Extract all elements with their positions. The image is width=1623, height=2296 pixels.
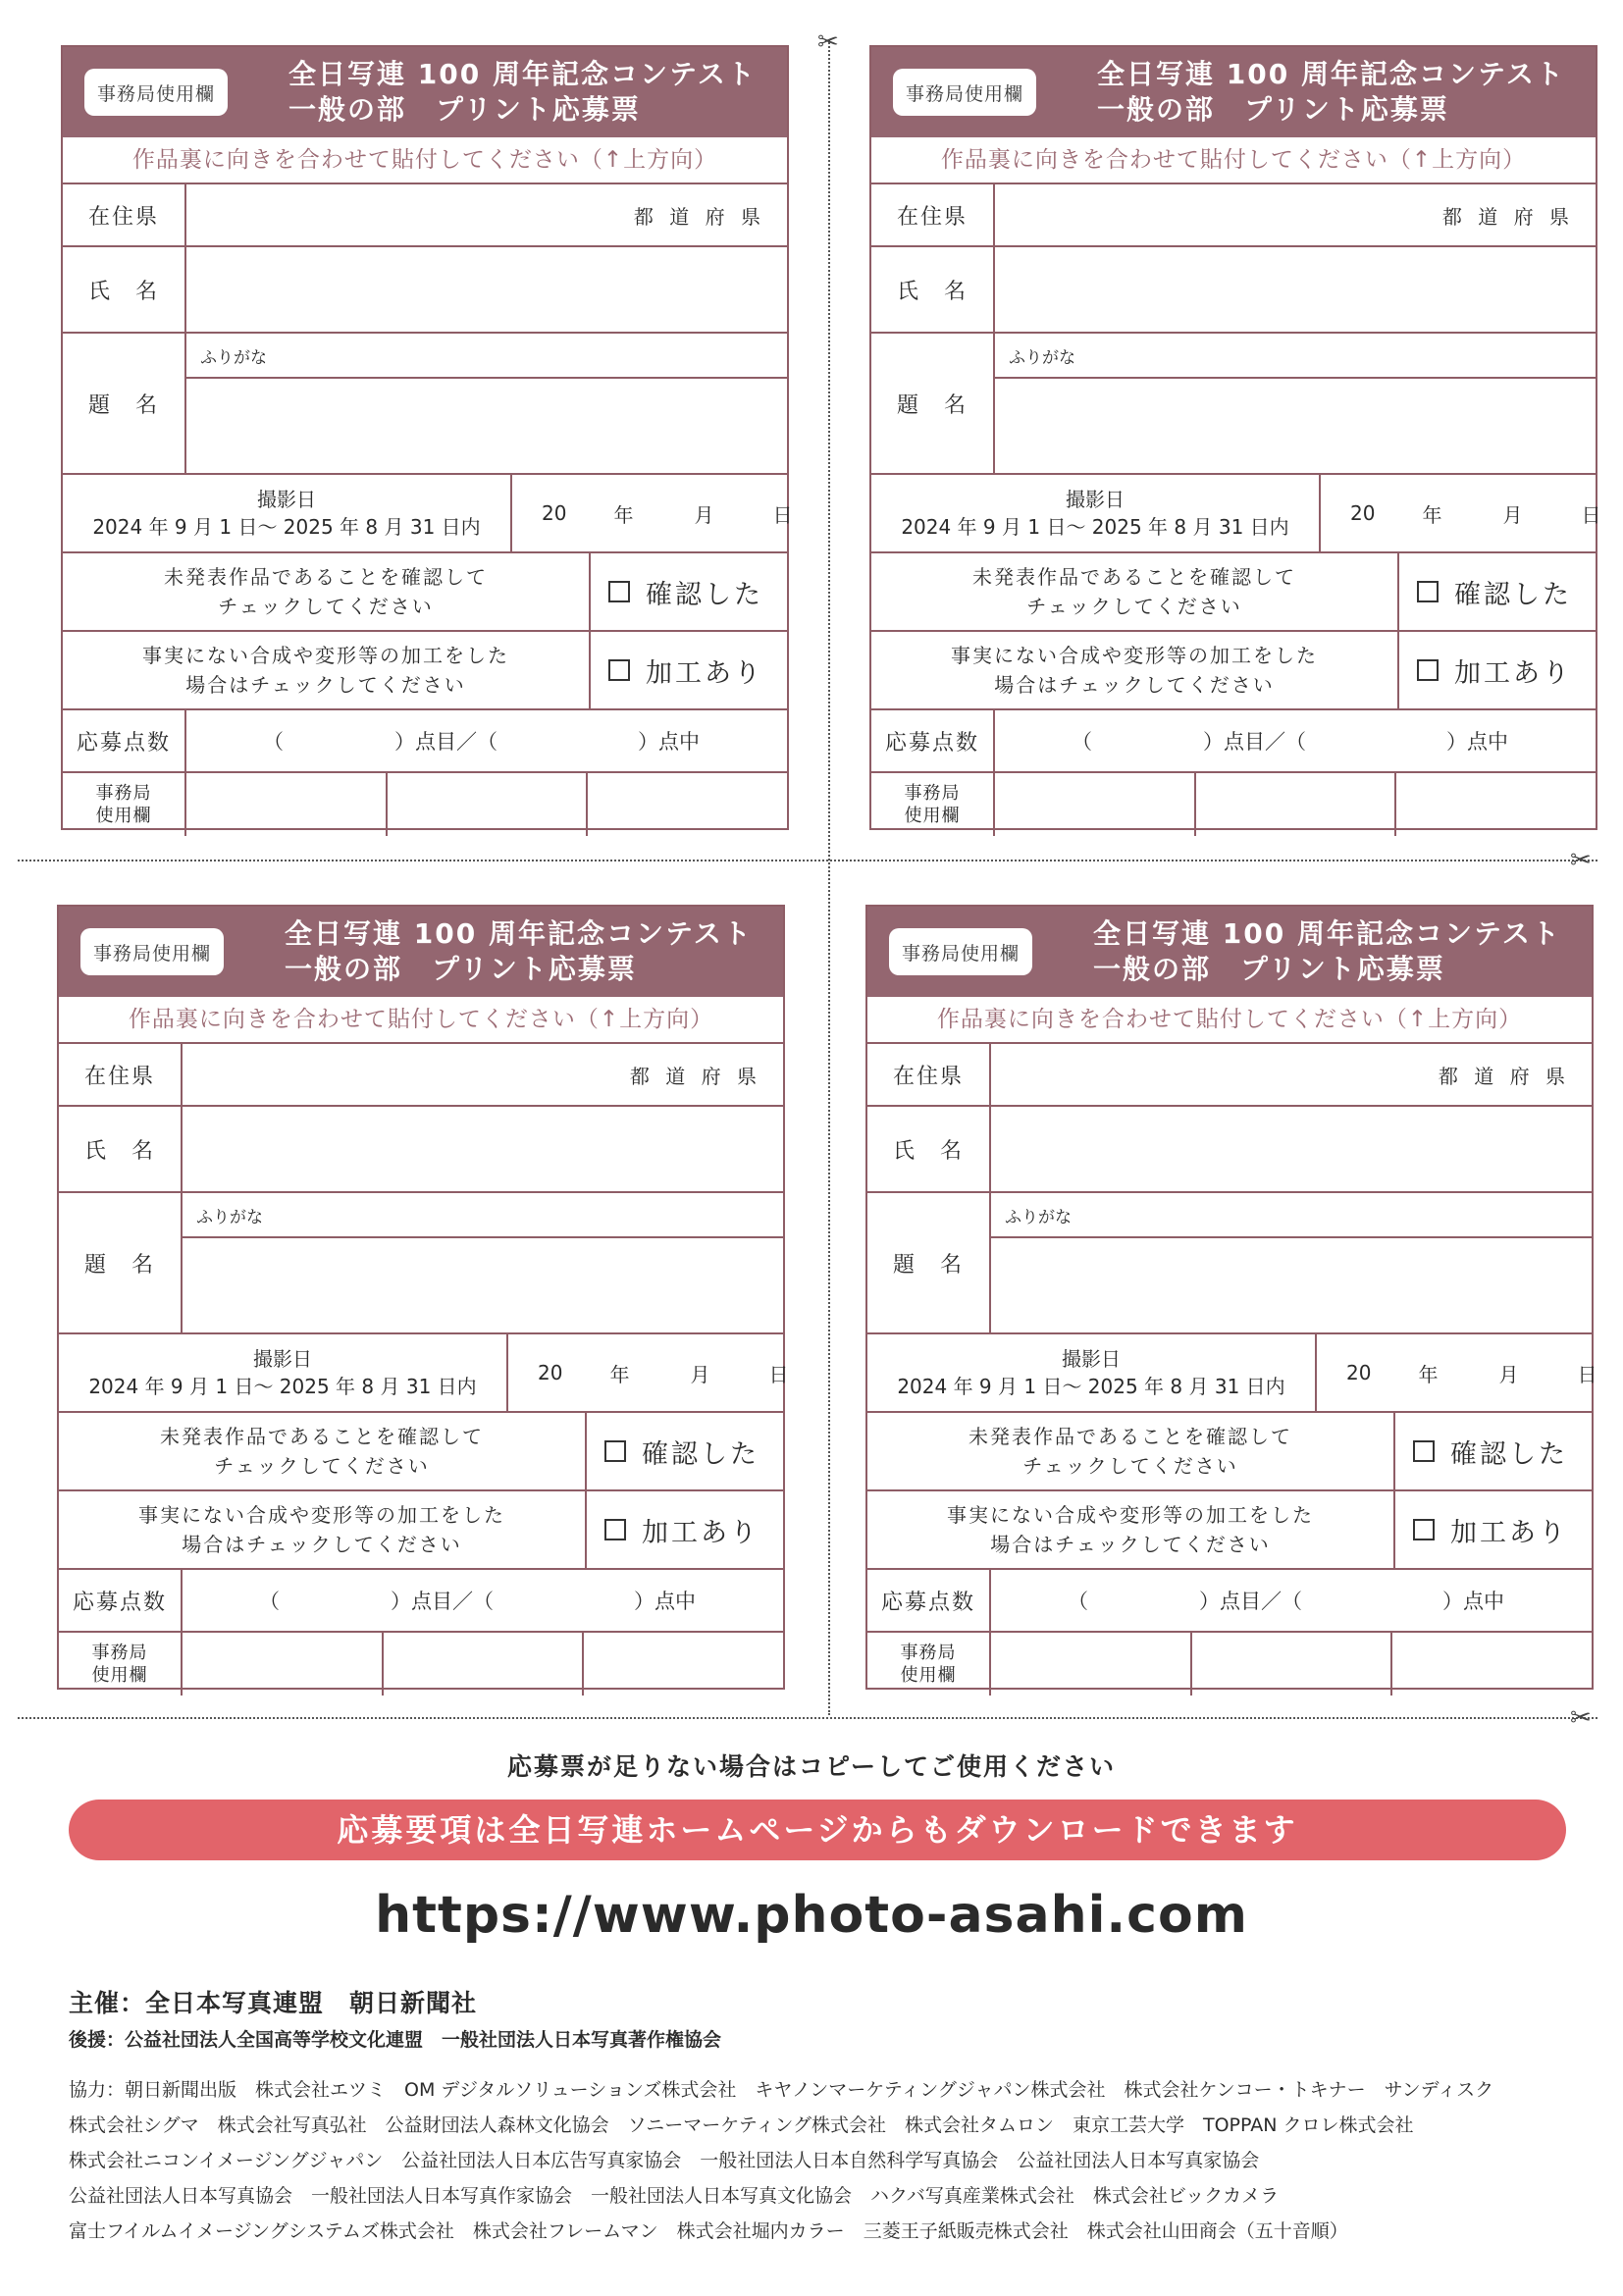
cooperation-line: 公益社団法人日本写真協会 一般社団法人日本写真作家協会 一般社団法人日本写真文化協会 ハクバ写真産業株式会社 株式会社ビックカメラ bbox=[69, 2185, 1280, 2207]
work-title-label: 題 名 bbox=[59, 1193, 183, 1332]
editing-row bbox=[867, 1491, 1592, 1570]
checkbox-icon bbox=[608, 581, 630, 602]
edited-label: 加工あり bbox=[1450, 1517, 1568, 1548]
year-prefix: 20 bbox=[1350, 501, 1376, 525]
entry-form-card bbox=[57, 905, 789, 1690]
work-title-field[interactable] bbox=[186, 379, 787, 473]
confirmed-label: 確認した bbox=[1454, 579, 1572, 610]
office-use-line2: 使用欄 bbox=[91, 1665, 148, 1686]
unpublished-line2: チェックしてください bbox=[1026, 595, 1242, 618]
office-use-badge: 事務局使用欄 bbox=[80, 928, 224, 975]
unpublished-row bbox=[867, 1413, 1592, 1491]
work-title-row bbox=[871, 334, 1596, 475]
month-unit: 月 bbox=[1498, 1362, 1519, 1386]
office-use-cell bbox=[388, 773, 589, 836]
office-use-label bbox=[63, 773, 186, 836]
editing-label bbox=[867, 1491, 1395, 1568]
name-label: 氏 名 bbox=[871, 247, 995, 332]
work-title-row bbox=[867, 1193, 1592, 1334]
office-use-cell bbox=[1396, 773, 1596, 836]
attach-instruction: 作品裏に向きを合わせて貼付してください（↑上方向） bbox=[871, 137, 1596, 184]
shooting-date-row bbox=[871, 475, 1601, 553]
editing-row bbox=[63, 632, 787, 710]
confirmed-label: 確認した bbox=[1450, 1438, 1568, 1470]
office-use-cell bbox=[183, 1633, 384, 1696]
day-unit: 日 bbox=[1577, 1362, 1597, 1386]
count-open: （ bbox=[259, 1590, 280, 1613]
unpublished-label bbox=[867, 1413, 1395, 1489]
furigana-field[interactable] bbox=[995, 334, 1596, 379]
shooting-date-range: 2024 年 9 月 1 日～ 2025 年 8 月 31 日内 bbox=[901, 515, 1289, 539]
work-title-row bbox=[63, 334, 787, 475]
prefecture-label: 在住県 bbox=[63, 184, 186, 245]
edited-label: 加工あり bbox=[642, 1517, 759, 1548]
entry-count-field[interactable] bbox=[991, 1570, 1592, 1631]
entry-form-card bbox=[865, 905, 1597, 1690]
shooting-date-label bbox=[867, 1334, 1317, 1411]
count-end: ）点中 bbox=[1442, 1590, 1504, 1613]
office-use-badge: 事務局使用欄 bbox=[893, 69, 1036, 116]
name-field[interactable] bbox=[991, 1107, 1592, 1191]
support-line: 後援：公益社団法人全国高等学校文化連盟 一般社団法人日本写真著作権協会 bbox=[69, 2029, 722, 2051]
cut-line-horizontal bbox=[18, 1717, 1597, 1719]
prefecture-field[interactable] bbox=[991, 1044, 1592, 1105]
editing-label bbox=[63, 632, 591, 708]
month-unit: 月 bbox=[1502, 502, 1523, 527]
office-use-badge: 事務局使用欄 bbox=[889, 928, 1032, 975]
website-url[interactable]: https://www.photo-asahi.com bbox=[375, 1886, 1248, 1945]
name-field[interactable] bbox=[995, 247, 1596, 332]
office-use-cell bbox=[588, 773, 787, 836]
furigana-label: ふりがな bbox=[1009, 347, 1075, 368]
editing-row bbox=[59, 1491, 783, 1570]
count-end: ）点中 bbox=[1446, 730, 1508, 754]
shooting-date-title: 撮影日 bbox=[1066, 488, 1125, 511]
year-prefix: 20 bbox=[538, 1361, 563, 1384]
entry-count-label: 応募点数 bbox=[867, 1570, 991, 1631]
name-row bbox=[59, 1107, 783, 1193]
editing-line2: 場合はチェックしてください bbox=[182, 1533, 462, 1556]
office-use-label bbox=[59, 1633, 183, 1696]
card-header bbox=[867, 907, 1592, 997]
checkbox-icon bbox=[1417, 659, 1439, 681]
editing-line1: 事実にない合成や変形等の加工をした bbox=[138, 1503, 505, 1527]
unpublished-line1: 未発表作品であることを確認して bbox=[160, 1425, 484, 1448]
entry-count-row bbox=[871, 710, 1596, 773]
office-use-line1: 事務局 bbox=[95, 783, 152, 804]
count-open: （ bbox=[1068, 1590, 1088, 1613]
day-unit: 日 bbox=[772, 502, 793, 527]
shooting-date-field[interactable] bbox=[1317, 1334, 1597, 1411]
entry-count-label: 応募点数 bbox=[63, 710, 186, 771]
furigana-field[interactable] bbox=[991, 1193, 1592, 1238]
checkbox-icon bbox=[1417, 581, 1439, 602]
unpublished-line2: チェックしてください bbox=[214, 1454, 430, 1478]
shooting-date-range: 2024 年 9 月 1 日～ 2025 年 8 月 31 日内 bbox=[92, 515, 481, 539]
prefecture-field[interactable] bbox=[995, 184, 1596, 245]
card-title-line2: 一般の部 プリント応募票 bbox=[1097, 93, 1449, 126]
edited-checkbox[interactable] bbox=[1395, 1491, 1592, 1568]
unpublished-label bbox=[63, 553, 591, 630]
office-use-line2: 使用欄 bbox=[904, 806, 961, 826]
name-field[interactable] bbox=[186, 247, 787, 332]
work-title-field[interactable] bbox=[183, 1238, 783, 1332]
unpublished-line1: 未発表作品であることを確認して bbox=[969, 1425, 1292, 1448]
furigana-label: ふりがな bbox=[200, 347, 267, 368]
card-title-line2: 一般の部 プリント応募票 bbox=[285, 953, 637, 985]
card-title bbox=[1093, 916, 1561, 987]
editing-line1: 事実にない合成や変形等の加工をした bbox=[951, 644, 1318, 667]
count-mid: ）点目／（ bbox=[1199, 1590, 1302, 1613]
copy-note: 応募票が足りない場合はコピーしてご使用ください bbox=[506, 1752, 1116, 1781]
office-use-line1: 事務局 bbox=[900, 1643, 957, 1663]
entry-count-field[interactable] bbox=[186, 710, 787, 771]
count-open: （ bbox=[263, 730, 284, 754]
office-use-row bbox=[867, 1633, 1592, 1696]
shooting-date-row bbox=[867, 1334, 1597, 1413]
count-open: （ bbox=[1072, 730, 1092, 754]
name-label: 氏 名 bbox=[59, 1107, 183, 1191]
attach-instruction: 作品裏に向きを合わせて貼付してください（↑上方向） bbox=[63, 137, 787, 184]
work-title-label: 題 名 bbox=[867, 1193, 991, 1332]
name-label: 氏 名 bbox=[63, 247, 186, 332]
year-unit: 年 bbox=[1422, 502, 1442, 527]
edited-checkbox[interactable] bbox=[1399, 632, 1596, 708]
entry-count-row bbox=[59, 1570, 783, 1633]
prefecture-label: 在住県 bbox=[59, 1044, 183, 1105]
shooting-date-title: 撮影日 bbox=[253, 1347, 312, 1371]
unpublished-label bbox=[59, 1413, 587, 1489]
checkbox-icon bbox=[604, 1519, 626, 1540]
prefecture-field[interactable] bbox=[183, 1044, 783, 1105]
office-use-cell bbox=[1196, 773, 1397, 836]
office-use-row bbox=[59, 1633, 783, 1696]
count-mid: ）点目／（ bbox=[394, 730, 497, 754]
card-title-line2: 一般の部 プリント応募票 bbox=[1093, 953, 1445, 985]
work-title-row bbox=[59, 1193, 783, 1334]
edited-checkbox[interactable] bbox=[591, 632, 787, 708]
office-use-row bbox=[871, 773, 1596, 836]
prefecture-suffix: 都 道 府 県 bbox=[1438, 1064, 1570, 1088]
month-unit: 月 bbox=[690, 1362, 710, 1386]
shooting-date-range: 2024 年 9 月 1 日～ 2025 年 8 月 31 日内 bbox=[897, 1375, 1285, 1398]
card-title-line1: 全日写連 100 周年記念コンテスト bbox=[288, 58, 757, 90]
cut-line-vertical bbox=[828, 39, 830, 1715]
unpublished-line1: 未発表作品であることを確認して bbox=[972, 565, 1296, 589]
scissors-icon: ✂ bbox=[1570, 846, 1592, 875]
work-title-field[interactable] bbox=[995, 379, 1596, 473]
card-title bbox=[285, 916, 753, 987]
shooting-date-field[interactable] bbox=[1321, 475, 1601, 551]
unpublished-row bbox=[59, 1413, 783, 1491]
unpublished-line1: 未発表作品であることを確認して bbox=[164, 565, 488, 589]
year-prefix: 20 bbox=[1346, 1361, 1372, 1384]
office-use-cell bbox=[1192, 1633, 1393, 1696]
confirmed-checkbox[interactable] bbox=[1395, 1413, 1592, 1489]
cooperation-line: 協力：朝日新聞出版 株式会社エツミ OM デジタルソリューションズ株式会社 キヤノンマーケティングジャパン株式会社 株式会社ケンコー・トキナー サンディスク bbox=[69, 2079, 1494, 2101]
cooperation-line: 株式会社ニコンイメージングジャパン 公益社団法人日本広告写真家協会 一般社団法人日本自然科学写真協会 公益社団法人日本写真家協会 bbox=[69, 2150, 1260, 2171]
work-title-field[interactable] bbox=[991, 1238, 1592, 1332]
unpublished-line2: チェックしてください bbox=[218, 595, 434, 618]
furigana-label: ふりがな bbox=[1005, 1207, 1072, 1227]
entry-form-card bbox=[61, 45, 793, 830]
name-label: 氏 名 bbox=[867, 1107, 991, 1191]
attach-instruction: 作品裏に向きを合わせて貼付してください（↑上方向） bbox=[59, 997, 783, 1044]
name-row bbox=[867, 1107, 1592, 1193]
day-unit: 日 bbox=[1581, 502, 1601, 527]
entry-count-row bbox=[63, 710, 787, 773]
cut-line-horizontal bbox=[18, 860, 1597, 861]
editing-label bbox=[59, 1491, 587, 1568]
checkbox-icon bbox=[1413, 1519, 1435, 1540]
count-mid: ）点目／（ bbox=[391, 1590, 494, 1613]
shooting-date-title: 撮影日 bbox=[1062, 1347, 1121, 1371]
unpublished-row bbox=[871, 553, 1596, 632]
shooting-date-row bbox=[59, 1334, 789, 1413]
prefecture-label: 在住県 bbox=[867, 1044, 991, 1105]
month-unit: 月 bbox=[694, 502, 714, 527]
prefecture-row bbox=[59, 1044, 783, 1107]
confirmed-label: 確認した bbox=[646, 579, 763, 610]
editing-line2: 場合はチェックしてください bbox=[185, 673, 466, 697]
editing-line1: 事実にない合成や変形等の加工をした bbox=[947, 1503, 1314, 1527]
office-use-line2: 使用欄 bbox=[900, 1665, 957, 1686]
office-use-cell bbox=[995, 773, 1196, 836]
confirmed-checkbox[interactable] bbox=[1399, 553, 1596, 630]
unpublished-label bbox=[871, 553, 1399, 630]
edited-label: 加工あり bbox=[646, 657, 763, 689]
editing-line1: 事実にない合成や変形等の加工をした bbox=[142, 644, 509, 667]
office-use-cell bbox=[1392, 1633, 1592, 1696]
furigana-field[interactable] bbox=[183, 1193, 783, 1238]
shooting-date-field[interactable] bbox=[512, 475, 793, 551]
attach-instruction: 作品裏に向きを合わせて貼付してください（↑上方向） bbox=[867, 997, 1592, 1044]
edited-label: 加工あり bbox=[1454, 657, 1572, 689]
edited-checkbox[interactable] bbox=[587, 1491, 783, 1568]
entry-count-label: 応募点数 bbox=[59, 1570, 183, 1631]
confirmed-checkbox[interactable] bbox=[591, 553, 787, 630]
shooting-date-range: 2024 年 9 月 1 日～ 2025 年 8 月 31 日内 bbox=[88, 1375, 477, 1398]
entry-count-label: 応募点数 bbox=[871, 710, 995, 771]
office-use-cell bbox=[186, 773, 388, 836]
office-use-cell bbox=[991, 1633, 1192, 1696]
cooperation-list bbox=[69, 2072, 1580, 2249]
card-title-line1: 全日写連 100 周年記念コンテスト bbox=[1097, 58, 1565, 90]
confirmed-label: 確認した bbox=[642, 1438, 759, 1470]
office-use-label bbox=[867, 1633, 991, 1696]
card-title-line2: 一般の部 プリント応募票 bbox=[288, 93, 641, 126]
checkbox-icon bbox=[604, 1440, 626, 1462]
day-unit: 日 bbox=[768, 1362, 789, 1386]
year-prefix: 20 bbox=[542, 501, 567, 525]
year-unit: 年 bbox=[613, 502, 634, 527]
name-row bbox=[63, 247, 787, 334]
prefecture-suffix: 都 道 府 県 bbox=[633, 204, 765, 229]
sponsor-line: 主催：全日本写真連盟 朝日新聞社 bbox=[69, 1989, 478, 2017]
checkbox-icon bbox=[1413, 1440, 1435, 1462]
shooting-date-field[interactable] bbox=[508, 1334, 789, 1411]
scissors-icon: ✂ bbox=[817, 27, 839, 57]
furigana-field[interactable] bbox=[186, 334, 787, 379]
editing-label bbox=[871, 632, 1399, 708]
office-use-line2: 使用欄 bbox=[95, 806, 152, 826]
scissors-icon: ✂ bbox=[1570, 1703, 1592, 1733]
office-use-row bbox=[63, 773, 787, 836]
year-unit: 年 bbox=[1418, 1362, 1439, 1386]
work-title-label: 題 名 bbox=[871, 334, 995, 473]
shooting-date-title: 撮影日 bbox=[257, 488, 316, 511]
work-title-label: 題 名 bbox=[63, 334, 186, 473]
card-header bbox=[63, 47, 787, 137]
shooting-date-label bbox=[59, 1334, 508, 1411]
card-title bbox=[288, 57, 757, 128]
shooting-date-row bbox=[63, 475, 793, 553]
checkbox-icon bbox=[608, 659, 630, 681]
cooperation-line: 株式会社シグマ 株式会社写真弘社 公益財団法人森林文化協会 ソニーマーケティング株式会社 株式会社タムロン 東京工芸大学 TOPPAN クロレ株式会社 bbox=[69, 2114, 1414, 2136]
name-field[interactable] bbox=[183, 1107, 783, 1191]
count-end: ）点中 bbox=[634, 1590, 696, 1613]
entry-count-field[interactable] bbox=[995, 710, 1596, 771]
prefecture-row bbox=[871, 184, 1596, 247]
shooting-date-label bbox=[63, 475, 512, 551]
card-title-line1: 全日写連 100 周年記念コンテスト bbox=[285, 917, 753, 950]
card-title-line1: 全日写連 100 周年記念コンテスト bbox=[1093, 917, 1561, 950]
office-use-line1: 事務局 bbox=[904, 783, 961, 804]
prefecture-row bbox=[867, 1044, 1592, 1107]
office-use-line1: 事務局 bbox=[91, 1643, 148, 1663]
office-use-cell bbox=[584, 1633, 783, 1696]
entry-form-card bbox=[869, 45, 1601, 830]
prefecture-field[interactable] bbox=[186, 184, 787, 245]
office-use-cell bbox=[384, 1633, 585, 1696]
editing-line2: 場合はチェックしてください bbox=[994, 673, 1275, 697]
prefecture-row bbox=[63, 184, 787, 247]
editing-line2: 場合はチェックしてください bbox=[990, 1533, 1271, 1556]
office-use-badge: 事務局使用欄 bbox=[84, 69, 228, 116]
editing-row bbox=[871, 632, 1596, 710]
count-mid: ）点目／（ bbox=[1203, 730, 1306, 754]
card-header bbox=[59, 907, 783, 997]
office-use-label bbox=[871, 773, 995, 836]
cooperation-line: 富士フイルムイメージングシステムズ株式会社 株式会社フレームマン 株式会社堀内カラー 三菱王子紙販売株式会社 株式会社山田商会（五十音順） bbox=[69, 2220, 1348, 2242]
entry-count-row bbox=[867, 1570, 1592, 1633]
furigana-label: ふりがな bbox=[196, 1207, 263, 1227]
entry-count-field[interactable] bbox=[183, 1570, 783, 1631]
name-row bbox=[871, 247, 1596, 334]
count-end: ）点中 bbox=[638, 730, 700, 754]
prefecture-suffix: 都 道 府 県 bbox=[629, 1064, 761, 1088]
prefecture-label: 在住県 bbox=[871, 184, 995, 245]
card-header bbox=[871, 47, 1596, 137]
card-title bbox=[1097, 57, 1565, 128]
unpublished-row bbox=[63, 553, 787, 632]
prefecture-suffix: 都 道 府 県 bbox=[1441, 204, 1574, 229]
unpublished-line2: チェックしてください bbox=[1022, 1454, 1238, 1478]
confirmed-checkbox[interactable] bbox=[587, 1413, 783, 1489]
year-unit: 年 bbox=[609, 1362, 630, 1386]
shooting-date-label bbox=[871, 475, 1321, 551]
download-banner: 応募要項は全日写連ホームページからもダウンロードできます bbox=[69, 1800, 1566, 1860]
